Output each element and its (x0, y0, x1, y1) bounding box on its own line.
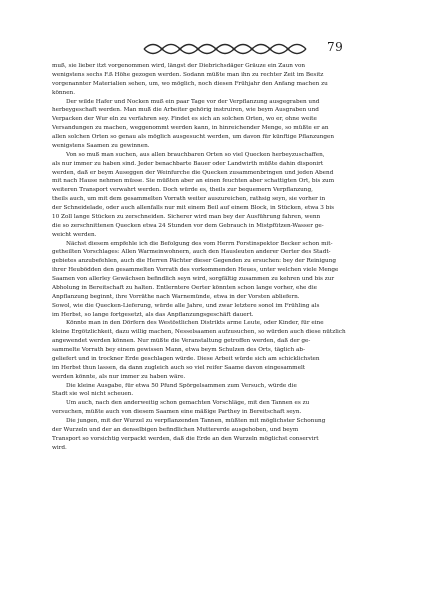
text-line: wenigstens Saamen zu gewinnen. (52, 142, 150, 149)
text-line: werden könnte, als nur immer zu haben wäre. (52, 373, 186, 380)
text-line: angewendet werden können. Nur müßte die Veranstaltung getroffen werden, daß der ge- (52, 338, 311, 345)
text-line: die so zerschnittenen Quecken etwa 24 Stunden vor dem Gebrauch in Mistpfützen-Wasser ge- (52, 222, 324, 229)
text-line: kleine Ergötzlichkeit, dazu willig machen, Nesselsaamen aufzusuchen, so würden auch diese nützlich (52, 329, 346, 336)
text-line: 10 Zoll lange Stücken zu zerschneiden. Sicherer wird man bey der Ausführung fahren, wenn (52, 213, 321, 220)
text-line: der Schneidelade, oder auch allenfalls nur mit einem Beil auf einem Block, in Stücken, etwa 3 bis (52, 205, 335, 211)
text-line: sammelte Vorrath bey einem gewissen Mann, etwa beym Schulzen des Orts, täglich ab- (52, 347, 305, 353)
text-line: mit nach Hause nehmen müsse. Sie müßten aber an einen feuchten aber schattigten Ort, bis zum (52, 178, 335, 185)
text-line: Verpacken der Wur eln zu verfahren sey. Findet es sich an solchen Orten, wo er, ohne weite (52, 116, 317, 123)
text-line: Um auch, nach den anderweitig schon gemachten Vorschläge, mit den Tannen es zu (66, 400, 310, 407)
text-line: Könnte man in den Dörfern des Westöstlichen Distrikts arme Leute, oder Kinder, für eine (66, 320, 324, 327)
text-line: vorgenannter Materialien sehen, um, wo möglich, noch diesen Frühjahr den Anfang machen zu (52, 80, 328, 87)
text-line: können. (52, 89, 76, 96)
text-line: allen solchen Orten so genau als möglich ausgesucht werden, um davon für künftige Pflanzungen (52, 134, 335, 140)
text-line: Saamen von allerley Gewächsen befindlich seyn wird, sorgfältig zusammen zu kehren und bis zur (52, 276, 335, 282)
text-line: herbeygeschaft werden. Man muß die Arbeiter gehörig instruiren, wie beym Ausgraben und (52, 107, 319, 114)
body-text (52, 62, 360, 453)
text-line: im Herbst, so lange fortgesetzt, als das Anpflanzungsgeschäft dauert. (52, 311, 254, 318)
text-line: Die kleine Ausgabe, für etwa 50 Pfund Spörgelsammen zum Versuch, würde die (66, 382, 297, 389)
page-number: 79 (327, 40, 344, 54)
text-line: Abholung in Bereitschaft zu halten. Entlerntere Oerter könnten schon lange vorher, ehe die (52, 284, 318, 291)
text-line: geliefert und in trockner Erde geschlagen würde. Diese Arbeit würde sich am schicklichsten (52, 355, 320, 362)
text-line: theils auch, um mit dem gesammelten Vorrath weiter auszureichen, rathsig seyn, sie vorher in (52, 196, 326, 203)
text-line: Der wilde Hafer und Nocken muß ein paar Tage vor der Verpflanzung ausgegraben und (66, 98, 320, 105)
text-line: Nächst diesem empfehle ich die Befolgung des vom Herrn Forstinspektor Becker schon mit- (66, 240, 333, 247)
text-line: im Herbst thun lassen, da dann zugleich auch so viel reifer Saame davon eingesammelt (52, 364, 306, 371)
text-line: werden, daß er beym Auseggen der Weinfurche die Quecken zusammenbringen und jeden Abend (52, 169, 334, 176)
text-line: getheilten Vorschlages: Allen Warmeinwohnern, auch den Hausleuten anderer Oerter des Stadt- (52, 249, 331, 256)
text-line: Versandungen zu machen, weggenommt werden kann, in hinreichender Menge, so müßte er an (52, 125, 329, 132)
text-line: Transport so vorsichtig verpackt werden, daß die Erde an den Wurzeln möglichst conservirt (52, 435, 319, 442)
text-line: Stadt sie wol nicht scheuen. (52, 391, 134, 398)
text-line: Von so muß man suchen, aus allen brauchbaren Orten so viel Quecken herbeyzuschaffen, (66, 151, 325, 158)
text-line: weiteren Transport verwahrt werden. Doch würde es, theils zur bequemern Verpflanzung, (52, 187, 313, 194)
text-line: ihrer Heubödden den gesammelten Vorrath des vorkommenden Heues, unter welchen viele Menge (52, 267, 339, 274)
text-line: wenigstens sechs F.ß Höhe gezogen werden. Sodann müßte man ihn zu rechter Zeit im Besitz (52, 71, 324, 78)
text-line: als nur immer zu haben sind. Jeder benachbarte Bauer oder Landwirth müßte dahin disponirt (52, 160, 324, 167)
text-line: gebietes anzubefehlen, auch die Herren Pächter dieser Gegenden zu ersuchen: bey der Reinigung (52, 258, 337, 265)
text-line: Sowol, wie die Quecken-Lieferung, würde alle Jahre, und zwar letztere sonol im Frühling als (52, 302, 320, 309)
text-line: weicht werden. (52, 231, 97, 238)
text-line: Anpflanzung beginnt, ihre Vorräthe nach Warnemünde, etwa in der Vorsten abliefern. (52, 293, 300, 300)
text-line: der Wurzeln und der an denselbigen befindlichen Muttererde ausgehoben, und beym (52, 426, 299, 433)
text-line: versuchen, müßte auch von diesem Saamen eine mäßige Parthey in Bereitschaft seyn. (52, 409, 302, 416)
text-line: muß, sie lieber itzt vorgenommen wird, längst der Diebrichsdäger Gräuze ein Zaun von (52, 63, 306, 69)
text-line: wird. (52, 444, 67, 451)
text-line: Die jungen, mit der Wurzel zu verpflanzenden Tannen, müßten mit möglichster Schonung (66, 418, 326, 424)
page-header (0, 0, 427, 70)
header-ornament-icon (140, 43, 310, 55)
